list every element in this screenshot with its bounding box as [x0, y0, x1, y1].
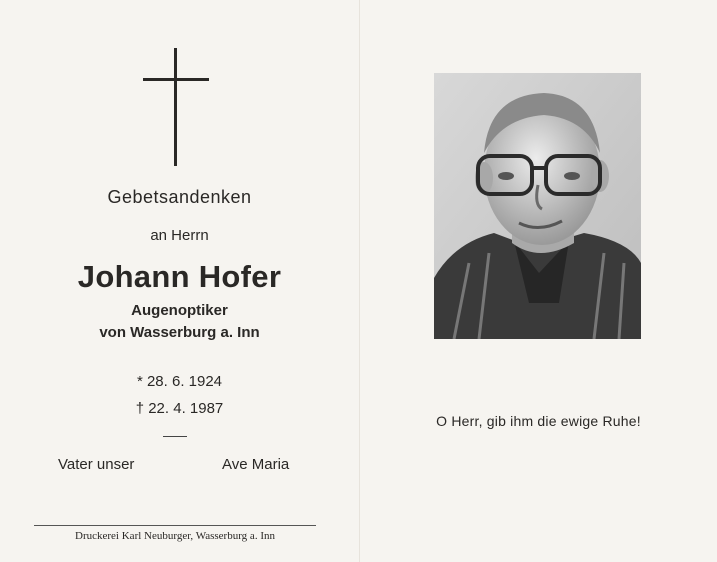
portrait-photo — [434, 73, 641, 339]
card-heading: Gebetsandenken — [107, 187, 252, 207]
memorial-verse: O Herr, gib ihm die ewige Ruhe! — [436, 413, 641, 429]
birth-date: * 28. 6. 1924 — [136, 373, 223, 390]
prayer-ave-maria: Ave Maria — [222, 456, 290, 473]
right-panel — [360, 0, 717, 562]
occupation: Augenoptiker — [131, 302, 228, 319]
divider — [163, 436, 187, 437]
salutation: an Herrn — [150, 227, 209, 244]
death-date: † 22. 4. 1987 — [135, 400, 224, 417]
cross-icon — [143, 48, 209, 166]
footer-rule — [34, 525, 316, 526]
place-of-origin: von Wasserburg a. Inn — [99, 324, 260, 341]
deceased-name: Johann Hofer — [77, 259, 282, 294]
prayer-vater-unser: Vater unser — [58, 456, 135, 473]
printer-credit: Druckerei Karl Neuburger, Wasserburg a. Inn — [75, 530, 275, 542]
